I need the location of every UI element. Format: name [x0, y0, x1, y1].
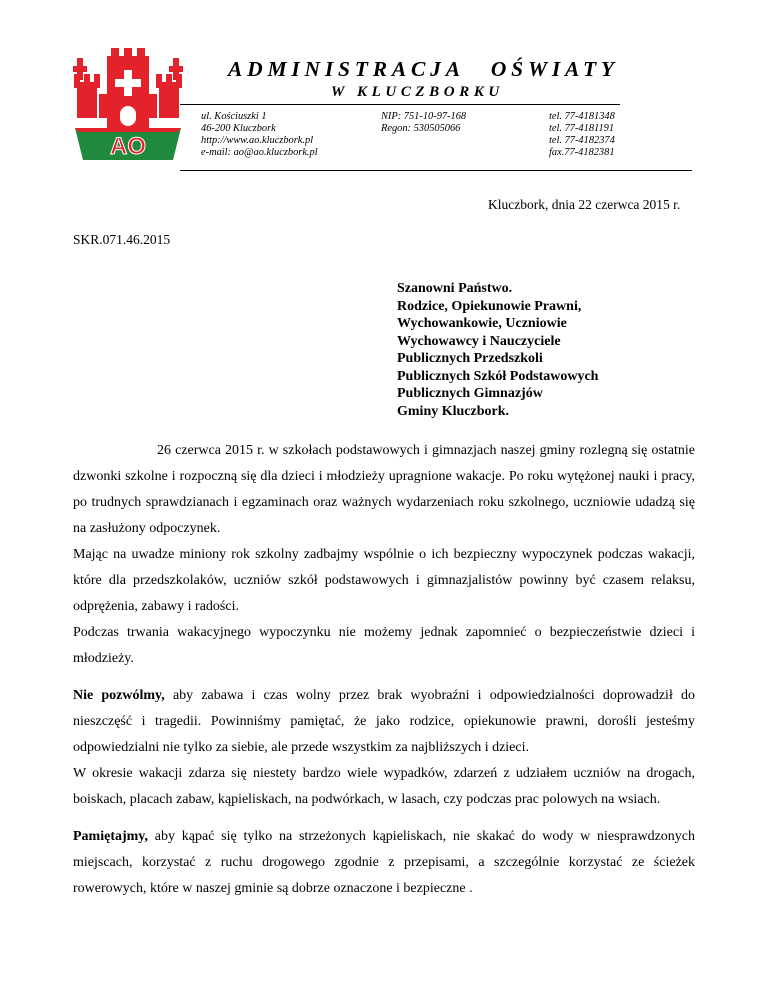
- header-rule: [180, 104, 620, 105]
- logo-left-tower: [73, 58, 100, 118]
- letter-body: [73, 438, 695, 902]
- header-subtitle: W KLUCZBORKU: [331, 84, 504, 100]
- header-registry: [381, 111, 466, 135]
- registry-regon: Regon: 530505066: [381, 123, 461, 134]
- paragraph-4-emphasis: Nie pozwólmy,: [73, 688, 165, 703]
- phone-1: tel. 77-4181348: [549, 111, 615, 122]
- address-street: ul. Kościuszki 1: [201, 111, 267, 122]
- addressee-line: Publicznych Szkół Podstawowych: [397, 368, 599, 384]
- paragraph-4-text: aby zabawa i czas wolny przez brak wyobraźni i odpowiedzialności doprowadził do nieszczęść i tragedii. Powinniśmy pamiętać, że jako rodzice, opiekunowie prawni, dorośli jesteśmy odpowiedzialni nie tylko za siebie, ale przede wszystkim za najbliższych i dzieci.: [73, 688, 695, 755]
- ao-logo: [73, 48, 183, 164]
- phone-3: tel. 77-4182374: [549, 135, 615, 146]
- addressee-line: Publicznych Przedszkoli: [397, 351, 543, 366]
- header-divider: [180, 170, 692, 171]
- header-title-word1: ADMINISTRACJA: [228, 57, 465, 81]
- addressee-line: Szanowni Państwo.: [397, 281, 513, 296]
- addressee-line: Rodzice, Opiekunowie Prawni,: [397, 298, 582, 314]
- letter-addressee: [397, 280, 598, 420]
- phone-2: tel. 77-4181191: [549, 123, 615, 134]
- addressee-line: Wychowawcy i Nauczyciele: [397, 333, 561, 349]
- paragraph-2: Mając na uwadze miniony rok szkolny zadbajmy wspólnie o ich bezpieczny wypoczynek podczas wakacji, które dla przedszkolaków, uczniów szkół podstawowych i gimnazjalistów powinny być czasem relaksu, odprężenia, zabawy i radości.: [73, 547, 695, 614]
- logo-right-tower: [156, 58, 183, 118]
- paragraph-5: W okresie wakacji zdarza się niestety bardzo wiele wypadków, zdarzeń z udziałem uczniów na drogach, boiskach, placach zabaw, kąpieliskach, na podwórkach, w lasach, czy podczas prac polowych na wsiach.: [73, 766, 695, 807]
- paragraph-1: 26 czerwca 2015 r. w szkołach podstawowych i gimnazjach naszej gminy rozlegną się ostatnie dzwonki szkolne i rozpoczną się dla dzieci i młodzieży upragnione wakacje. Po roku wytężonej nauki i pracy, po trudnych sprawdzianach i egzaminach oraz ważnych wydarzeniach roku szkolnego, uczniowie udadzą się na zasłużony odpoczynek.: [73, 443, 695, 536]
- header-title: [228, 57, 619, 82]
- addressee-line: Gminy Kluczbork.: [397, 403, 510, 419]
- addressee-line: Publicznych Gimnazjów: [397, 386, 543, 401]
- addressee-line: Wychowankowie, Uczniowie: [397, 316, 567, 331]
- header-phones: [549, 111, 615, 159]
- paragraph-6-text: aby kąpać się tylko na strzeżonych kąpieliskach, nie skakać do wody w niesprawdzonych miejscach, korzystać z ruchu drogowego zgodnie z przepisami, a szczególnie korzystać ze ścieżek rowerowych, które w naszej gminie są dobrze oznaczone i bezpieczne .: [73, 829, 695, 896]
- logo-center-tower: [99, 48, 157, 128]
- paragraph-3: Podczas trwania wakacyjnego wypoczynku nie możemy jednak zapomnieć o bezpieczeństwie dzieci i młodzieży.: [73, 625, 695, 666]
- address-city: 46-200 Kluczbork: [201, 123, 276, 134]
- fax: fax.77-4182381: [549, 147, 615, 158]
- letter-date: Kluczbork, dnia 22 czerwca 2015 r.: [488, 197, 681, 212]
- paragraph-6: [73, 824, 695, 902]
- paragraph-4: [73, 683, 695, 761]
- address-email: e-mail: ao@ao.kluczbork.pl: [201, 147, 318, 158]
- logo-text: AO: [110, 133, 146, 160]
- header-address: [201, 111, 318, 159]
- header-title-word2: OŚWIATY: [490, 57, 619, 81]
- paragraph-6-emphasis: Pamiętajmy,: [73, 829, 149, 844]
- address-website: http://www.ao.kluczbork.pl: [201, 135, 314, 146]
- letter-reference: SKR.071.46.2015: [73, 232, 171, 247]
- registry-nip: NIP: 751-10-97-168: [381, 111, 467, 122]
